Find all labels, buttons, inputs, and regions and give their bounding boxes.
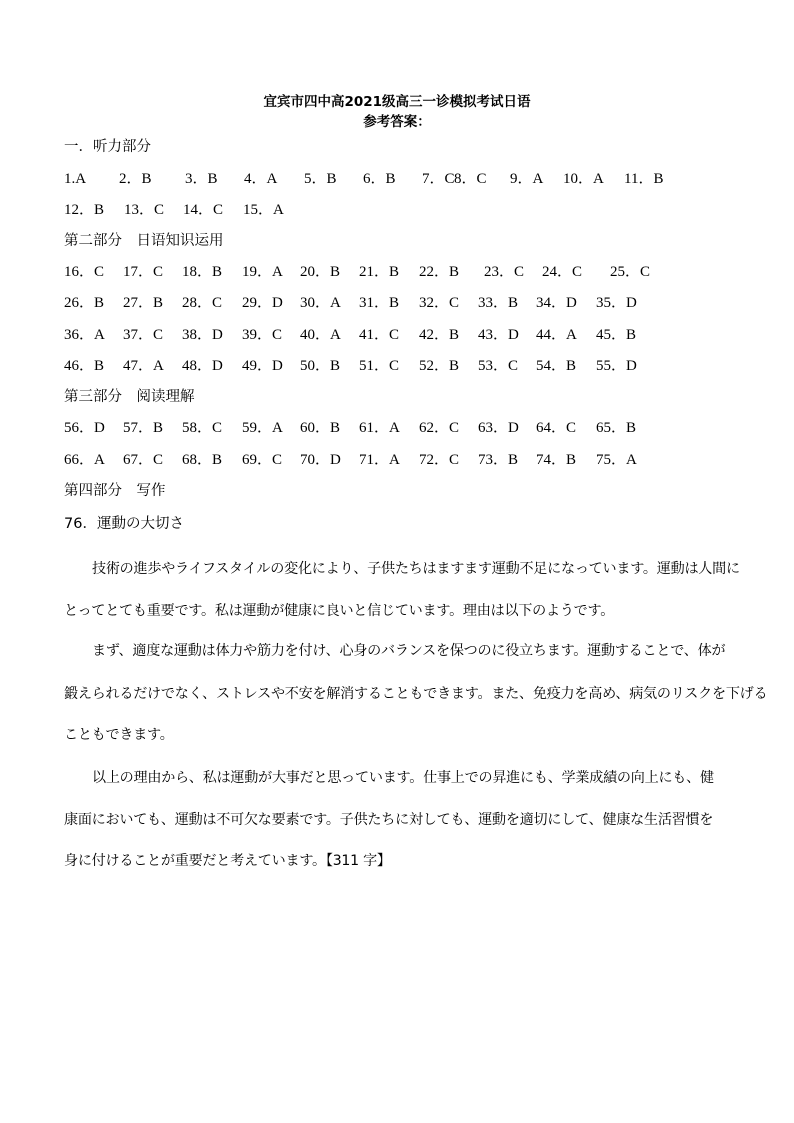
- answer-16: 16．C: [64, 264, 105, 280]
- answer-24: 24．C: [542, 264, 583, 280]
- essay-title: 76．運動の大切さ: [64, 516, 184, 532]
- answer-row-4: [64, 293, 744, 313]
- answer-row-5: [64, 325, 744, 345]
- answer-48: 48．D: [182, 358, 223, 374]
- answer-21: 21．B: [359, 264, 400, 280]
- answer-43: 43．D: [478, 327, 519, 343]
- answer-17: 17．C: [123, 264, 164, 280]
- answer-71: 71．A: [359, 452, 400, 468]
- answer-54: 54．B: [536, 358, 577, 374]
- essay-line: まず、適度な運動は体力や筋力を付け、心身のバランスを保つのに役立ちます。運動することで、体が: [92, 643, 726, 659]
- section-heading-writing: 第四部分 写作: [64, 483, 166, 499]
- answer-2: 2．B: [119, 171, 152, 187]
- answer-60: 60．B: [300, 420, 341, 436]
- answer-12: 12．B: [64, 202, 105, 218]
- answer-36: 36．A: [64, 327, 105, 343]
- answer-33: 33．B: [478, 295, 519, 311]
- essay-line: 身に付けることが重要だと考えています。【311 字】: [64, 853, 391, 869]
- essay-line: とってとても重要です。私は運動が健康に良いと信じています。理由は以下のようです。: [64, 603, 615, 619]
- document-title: 宜宾市四中高2021级高三一诊模拟考试日语: [263, 94, 531, 110]
- answer-35: 35．D: [596, 295, 637, 311]
- answer-44: 44．A: [536, 327, 577, 343]
- answer-57: 57．B: [123, 420, 164, 436]
- answer-40: 40．A: [300, 327, 341, 343]
- document-subtitle: 参考答案：: [363, 114, 431, 130]
- essay-line: 鍛えられるだけでなく、ストレスや不安を解消することもできます。また、免疫力を高め、病気のリスクを下げる: [64, 686, 768, 702]
- answer-15: 15．A: [243, 202, 284, 218]
- answer-61: 61．A: [359, 420, 400, 436]
- answer-65: 65．B: [596, 420, 637, 436]
- answer-49: 49．D: [242, 358, 283, 374]
- answer-27: 27．B: [123, 295, 164, 311]
- answer-1: 1.A: [64, 171, 87, 187]
- answer-70: 70．D: [300, 452, 341, 468]
- answer-47: 47．A: [123, 358, 164, 374]
- answer-64: 64．C: [536, 420, 577, 436]
- answer-13: 13．C: [124, 202, 165, 218]
- answer-42: 42．B: [419, 327, 460, 343]
- section-heading-knowledge: 第二部分 日语知识运用: [64, 233, 224, 249]
- answer-4: 4．A: [244, 171, 278, 187]
- answer-28: 28．C: [182, 295, 223, 311]
- answer-18: 18．B: [182, 264, 223, 280]
- answer-25: 25．C: [610, 264, 651, 280]
- answer-20: 20．B: [300, 264, 341, 280]
- answer-30: 30．A: [300, 295, 341, 311]
- answer-row-6: [64, 356, 744, 376]
- answer-56: 56．D: [64, 420, 105, 436]
- answer-75: 75．A: [596, 452, 637, 468]
- answer-26: 26．B: [64, 295, 105, 311]
- answer-row-3: [64, 262, 744, 282]
- answer-10: 10．A: [563, 171, 604, 187]
- essay-line: 技術の進歩やライフスタイルの変化により、子供たちはますます運動不足になっています。運動は人間に: [92, 561, 740, 577]
- answer-63: 63．D: [478, 420, 519, 436]
- answer-7: 7．C: [422, 171, 455, 187]
- answer-72: 72．C: [419, 452, 460, 468]
- answer-23: 23．C: [484, 264, 525, 280]
- answer-68: 68．B: [182, 452, 223, 468]
- answer-73: 73．B: [478, 452, 519, 468]
- answer-11: 11．B: [624, 171, 664, 187]
- answer-14: 14．C: [183, 202, 224, 218]
- answer-8: 8．C: [454, 171, 487, 187]
- section-heading-listening: 一．听力部分: [64, 139, 151, 155]
- section-heading-reading: 第三部分 阅读理解: [64, 389, 195, 405]
- answer-74: 74．B: [536, 452, 577, 468]
- answer-row-8: [64, 450, 744, 470]
- answer-3: 3．B: [185, 171, 218, 187]
- answer-59: 59．A: [242, 420, 283, 436]
- answer-6: 6．B: [363, 171, 396, 187]
- answer-45: 45．B: [596, 327, 637, 343]
- answer-39: 39．C: [242, 327, 283, 343]
- answer-69: 69．C: [242, 452, 283, 468]
- answer-19: 19．A: [242, 264, 283, 280]
- answer-34: 34．D: [536, 295, 577, 311]
- answer-66: 66．A: [64, 452, 105, 468]
- answer-53: 53．C: [478, 358, 519, 374]
- answer-50: 50．B: [300, 358, 341, 374]
- answer-5: 5．B: [304, 171, 337, 187]
- answer-31: 31．B: [359, 295, 400, 311]
- essay-line: 以上の理由から、私は運動が大事だと思っています。仕事上での昇進にも、学業成績の向上にも、健: [92, 770, 714, 786]
- answer-32: 32．C: [419, 295, 460, 311]
- answer-52: 52．B: [419, 358, 460, 374]
- answer-58: 58．C: [182, 420, 223, 436]
- answer-38: 38．D: [182, 327, 223, 343]
- answer-55: 55．D: [596, 358, 637, 374]
- answer-22: 22．B: [419, 264, 460, 280]
- answer-51: 51．C: [359, 358, 400, 374]
- answer-37: 37．C: [123, 327, 164, 343]
- answer-62: 62．C: [419, 420, 460, 436]
- answer-67: 67．C: [123, 452, 164, 468]
- answer-41: 41．C: [359, 327, 400, 343]
- answer-9: 9．A: [510, 171, 544, 187]
- answer-row-7: [64, 418, 744, 438]
- answer-29: 29．D: [242, 295, 283, 311]
- answer-46: 46．B: [64, 358, 105, 374]
- essay-line: 康面においても、運動は不可欠な要素です。子供たちに対しても、運動を適切にして、健康な生活習慣を: [64, 812, 714, 828]
- answer-row-2: [64, 200, 744, 220]
- essay-line: こともできます。: [64, 727, 174, 743]
- answer-row-1: [64, 169, 744, 189]
